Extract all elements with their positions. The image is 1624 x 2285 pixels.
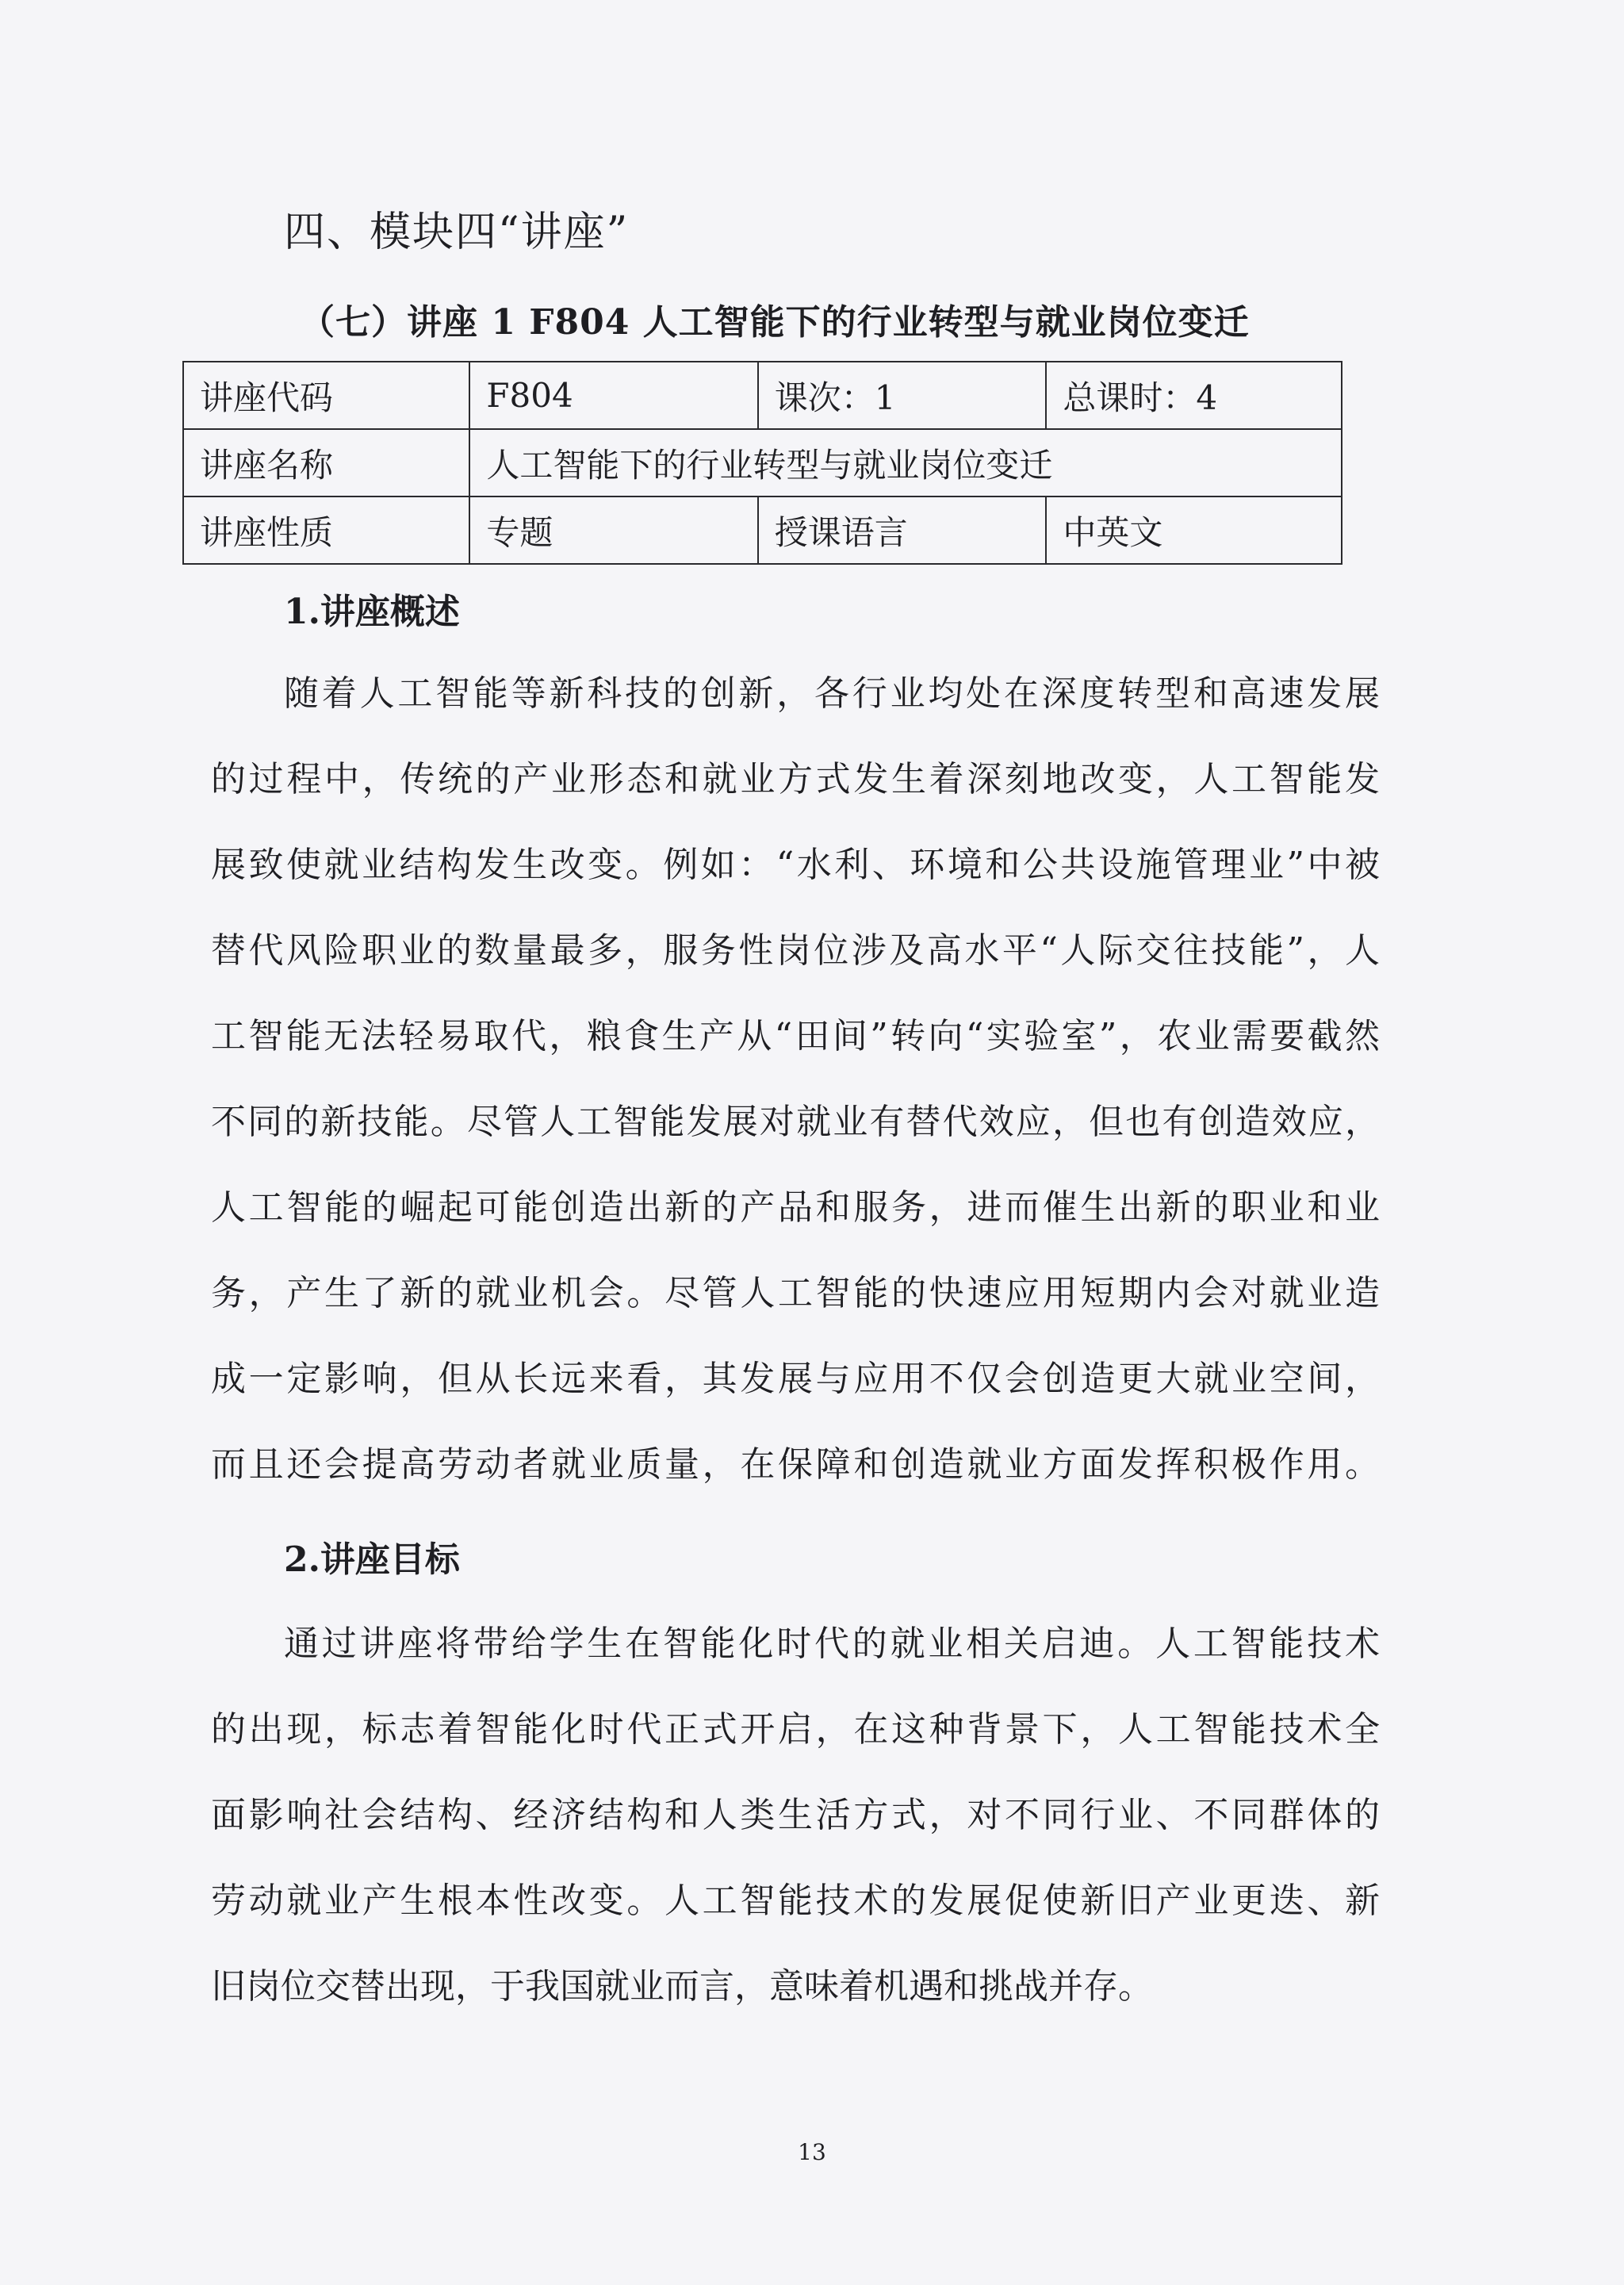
total-hours-cell: 总课时：4: [1046, 362, 1342, 429]
code-label-cell: 讲座代码: [183, 362, 469, 429]
paragraph-line: 劳动就业产生根本性改变。人工智能技术的发展促使新旧产业更迭、新: [211, 1881, 1380, 1921]
overview-heading: 1.讲座概述: [284, 592, 460, 632]
paragraph-line: 不同的新技能。尽管人工智能发展对就业有替代效应，但也有创造效应，: [211, 1102, 1380, 1142]
paragraph-line: 展致使就业结构发生改变。例如：“水利、环境和公共设施管理业”中被: [211, 845, 1380, 885]
paragraph-line: 的过程中，传统的产业形态和就业方式发生着深刻地改变，人工智能发: [211, 759, 1380, 799]
paragraph-line: 务，产生了新的就业机会。尽管人工智能的快速应用短期内会对就业造: [211, 1273, 1380, 1313]
nature-label-cell: 讲座性质: [183, 496, 469, 564]
lecture-heading: （七）讲座 1 F804 人工智能下的行业转型与就业岗位变迁: [300, 302, 1250, 343]
paragraph-line: 旧岗位交替出现，于我国就业而言，意味着机遇和挑战并存。: [211, 1966, 1153, 2007]
table-row: [183, 429, 1342, 496]
paragraph-line: 随着人工智能等新科技的创新，各行业均处在深度转型和高速发展: [284, 673, 1380, 714]
name-value-cell: 人工智能下的行业转型与就业岗位变迁: [469, 429, 1342, 496]
paragraph-line: 而且还会提高劳动者就业质量，在保障和创造就业方面发挥积极作用。: [211, 1444, 1380, 1485]
paragraph-line: 人工智能的崛起可能创造出新的产品和服务，进而催生出新的职业和业: [211, 1187, 1380, 1228]
objectives-heading: 2.讲座目标: [284, 1539, 460, 1580]
name-label-cell: 讲座名称: [183, 429, 469, 496]
paragraph-line: 工智能无法轻易取代，粮食生产从“田间”转向“实验室”，农业需要截然: [211, 1016, 1380, 1056]
paragraph-line: 面影响社会结构、经济结构和人类生活方式，对不同行业、不同群体的: [211, 1795, 1380, 1835]
language-value-cell: 中英文: [1046, 496, 1342, 564]
session-cell: 课次：1: [758, 362, 1047, 429]
paragraph-line: 通过讲座将带给学生在智能化时代的就业相关启迪。人工智能技术: [284, 1624, 1380, 1664]
language-label-cell: 授课语言: [758, 496, 1047, 564]
paragraph-line: 的出现，标志着智能化时代正式开启，在这种背景下，人工智能技术全: [211, 1709, 1380, 1750]
lecture-info-table: [182, 361, 1342, 565]
paragraph-line: 成一定影响，但从长远来看，其发展与应用不仅会创造更大就业空间，: [211, 1359, 1380, 1399]
nature-value-cell: 专题: [469, 496, 757, 564]
table-row: [183, 496, 1342, 564]
code-value-cell: F804: [469, 362, 757, 429]
table-row: [183, 362, 1342, 429]
page-number: 13: [798, 2139, 826, 2165]
paragraph-line: 替代风险职业的数量最多，服务性岗位涉及高水平“人际交往技能”，人: [211, 930, 1380, 971]
section-heading: 四、模块四“讲座”: [284, 209, 630, 256]
